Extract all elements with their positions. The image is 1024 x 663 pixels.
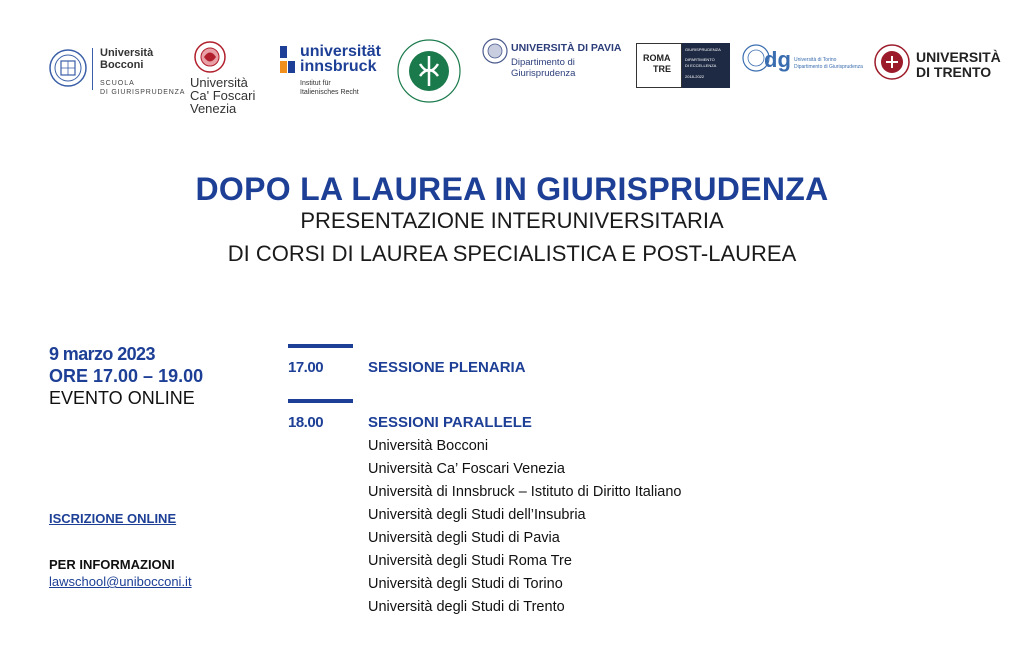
trento-logo bbox=[874, 44, 1014, 84]
torino-t1: Università di Torino bbox=[794, 57, 837, 63]
romatre-r3: DI ECCELLENZA bbox=[685, 63, 717, 68]
list-item: Università Ca’ Foscari Venezia bbox=[368, 461, 565, 477]
insubria-seal-icon bbox=[396, 38, 462, 104]
foscari-l3: Venezia bbox=[190, 101, 237, 116]
bocconi-name: Università bbox=[100, 47, 154, 59]
trento-seal-icon bbox=[874, 44, 910, 80]
bocconi-divider bbox=[92, 48, 93, 90]
email-link[interactable]: lawschool@unibocconi.it bbox=[49, 574, 192, 589]
innsbruck-logo bbox=[280, 44, 395, 96]
pavia-logo bbox=[482, 38, 628, 88]
subtitle-2: DI CORSI DI LAUREA SPECIALISTICA E POST-LAUREA bbox=[227, 241, 797, 266]
list-item: Università degli Studi di Torino bbox=[368, 576, 563, 592]
romatre-l1: ROMA bbox=[643, 53, 671, 63]
list-item: Università degli Studi di Trento bbox=[368, 599, 565, 615]
logo-strip bbox=[0, 38, 1024, 116]
bocconi-sub1: SCUOLA bbox=[100, 80, 135, 87]
page-title: DOPO LA LAUREA IN GIURISPRUDENZA bbox=[195, 171, 829, 207]
bocconi-name2: Bocconi bbox=[100, 59, 144, 71]
trento-l2: DI TRENTO bbox=[916, 64, 992, 80]
romatre-r2: DIPARTIMENTO bbox=[685, 57, 715, 62]
insubria-logo bbox=[396, 38, 462, 104]
parallel-label: SESSIONI PARALLELE bbox=[368, 414, 532, 431]
bocconi-logo bbox=[48, 46, 188, 96]
event-details bbox=[49, 343, 259, 409]
innsbruck-s1: Institut für bbox=[300, 80, 331, 87]
list-item: Università degli Studi Roma Tre bbox=[368, 553, 572, 569]
list-item: Università di Innsbruck – Istituto di Diritto Italiano bbox=[368, 484, 682, 500]
trento-l1: UNIVERSITÀ bbox=[916, 49, 1001, 65]
foscari-logo bbox=[188, 40, 268, 114]
torino-mark: dg bbox=[764, 47, 791, 72]
plenary-label: SESSIONE PLENARIA bbox=[368, 359, 526, 376]
subtitle-1: PRESENTAZIONE INTERUNIVERSITARIA bbox=[300, 208, 724, 233]
romatre-l2: TRE bbox=[653, 64, 671, 74]
registration-link[interactable]: ISCRIZIONE ONLINE bbox=[49, 511, 177, 526]
foscari-seal-icon bbox=[190, 40, 230, 74]
romatre-r1: GIURISPRUDENZA bbox=[685, 47, 721, 52]
event-mode: EVENTO ONLINE bbox=[49, 388, 195, 408]
pavia-l3: Giurisprudenza bbox=[511, 68, 576, 79]
plenary-divider bbox=[288, 344, 353, 348]
list-item: Università degli Studi dell’Insubria bbox=[368, 507, 586, 523]
torino-t2: Dipartimento di Giurisprudenza bbox=[794, 64, 863, 70]
innsbruck-bar-icon bbox=[280, 46, 296, 74]
romatre-logo bbox=[636, 43, 730, 88]
list-item: Università Bocconi bbox=[368, 438, 489, 454]
innsbruck-l2: innsbruck bbox=[300, 58, 377, 75]
torino-logo bbox=[742, 44, 867, 88]
pavia-l1: UNIVERSITÀ DI PAVIA bbox=[511, 42, 622, 54]
romatre-right-panel bbox=[682, 43, 730, 88]
parallel-divider bbox=[288, 399, 353, 403]
innsbruck-s2: Italienisches Recht bbox=[300, 89, 359, 96]
list-item: Università degli Studi di Pavia bbox=[368, 530, 560, 546]
event-date: 9 marzo 2023 bbox=[49, 344, 155, 364]
parallel-time: 18.00 bbox=[288, 414, 324, 431]
pavia-seal-icon bbox=[482, 38, 508, 64]
pavia-l2: Dipartimento di bbox=[511, 57, 575, 68]
university-list bbox=[368, 435, 682, 619]
innsbruck-l1: universität bbox=[300, 43, 381, 60]
bocconi-sub2: DI GIURISPRUDENZA bbox=[100, 89, 186, 96]
foscari-l1: Università bbox=[190, 75, 248, 90]
romatre-r4: 2018-2022 bbox=[685, 74, 705, 79]
plenary-time: 17.00 bbox=[288, 359, 324, 376]
bocconi-seal-icon bbox=[48, 48, 88, 88]
info-label: PER INFORMAZIONI bbox=[49, 557, 175, 572]
foscari-l2: Ca' Foscari bbox=[190, 88, 256, 103]
romatre-left-panel bbox=[636, 43, 682, 88]
event-hours: ORE 17.00 – 19.00 bbox=[49, 366, 204, 386]
